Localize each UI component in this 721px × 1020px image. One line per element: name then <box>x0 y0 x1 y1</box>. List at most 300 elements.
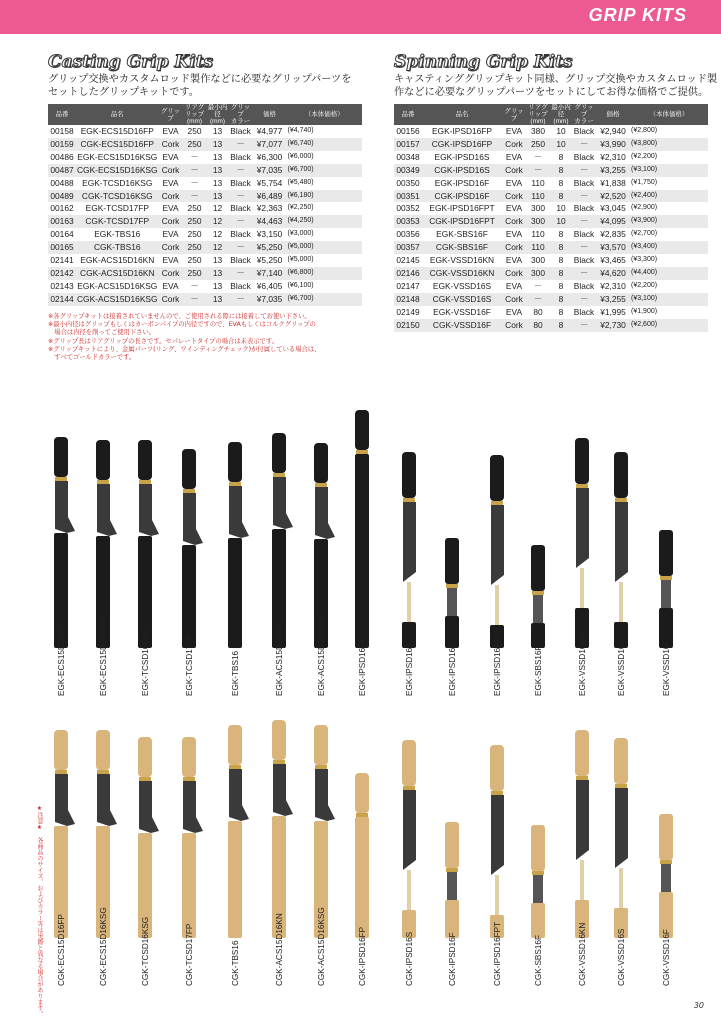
col-name: 品名 <box>110 111 124 118</box>
cell-color: Black <box>230 229 251 240</box>
eva-grip-7-ring <box>356 450 368 454</box>
cell-code: 00488 <box>50 177 74 188</box>
cell-price: ¥4,463 <box>256 216 283 227</box>
col-code: 品番 <box>55 111 69 118</box>
cell-rear: － <box>190 293 199 304</box>
eva-grip-5-seat <box>273 477 293 529</box>
eva-label-3: EGK-TCSD17FP <box>185 634 194 696</box>
cell-rear: 250 <box>187 126 202 136</box>
eva-grip-8-ring <box>403 498 415 502</box>
cell-min: 13 <box>212 190 223 201</box>
cell-name: EGK-TCSD17FP <box>85 203 149 214</box>
cell-min: 13 <box>212 280 223 291</box>
cell-code: 00353 <box>396 216 420 227</box>
cork-grip-2-ring <box>139 777 151 781</box>
cell-min: 8 <box>558 190 564 201</box>
cell-name: EGK-VSSD16KN <box>429 255 495 266</box>
cork-label-14: CGK-VSSD16F <box>662 929 671 986</box>
cell-price-note: (¥6,180) <box>287 191 314 199</box>
cork-label-13: CGK-VSSD16S <box>617 928 626 986</box>
note-line: 場合は内径を削ってご使用下さい。 <box>48 329 156 337</box>
cell-name: CGK-ACS15D16KN <box>80 267 155 278</box>
col-rear: リアグリップ (mm) <box>528 104 548 125</box>
eva-grip-12-ring <box>576 484 588 488</box>
eva-label-4: EGK-TBS16 <box>231 650 240 696</box>
cell-name: CGK-TBS16 <box>93 242 141 253</box>
eva-grip-10-ring <box>491 501 503 505</box>
cell-price-note: (¥2,200) <box>631 152 658 160</box>
cell-grip: Cork <box>161 216 180 227</box>
cork-label-8: CGK-IPSD16S <box>405 931 414 986</box>
col-min: 最小内径 (mm) <box>207 104 228 125</box>
cell-min: 13 <box>212 126 223 136</box>
eva-grip-10-seat <box>491 505 504 585</box>
cell-min: 13 <box>212 293 223 304</box>
cell-grip: Cork <box>161 138 180 149</box>
eva-grip-4 <box>228 442 242 482</box>
cell-name: CGK-ACS15D16KSG <box>77 293 158 304</box>
cell-name: CGK-IPSD16FPT <box>429 216 495 227</box>
col-price: 価格 <box>606 111 620 118</box>
cell-min: 10 <box>556 126 566 136</box>
cell-price: ¥7,140 <box>256 267 283 278</box>
cell-color: Black <box>573 255 595 266</box>
eva-grip-7 <box>355 410 369 450</box>
cell-grip: EVA <box>162 203 179 214</box>
cell-rear: 110 <box>531 229 545 240</box>
cell-min: 13 <box>212 138 223 149</box>
cork-grip-3-rear <box>182 833 196 938</box>
cork-label-3: CGK-TCSD17FP <box>185 923 194 986</box>
cork-label-11: CGK-SBS16F <box>534 935 543 986</box>
cork-label-0: CGK-ECS15D16FP <box>57 914 66 986</box>
eva-grip-3 <box>182 449 196 489</box>
eva-grip-8-blank <box>407 582 411 622</box>
eva-grip-4-rear <box>228 538 242 648</box>
cell-name: CGK-IPSD16S <box>434 164 490 175</box>
eva-grip-10 <box>490 455 504 501</box>
cell-price: ¥7,077 <box>256 138 283 149</box>
cell-price: ¥4,620 <box>600 267 626 278</box>
cell-code: 02147 <box>396 280 420 291</box>
eva-grip-0-seat <box>55 481 75 533</box>
cell-rear: 80 <box>533 319 543 330</box>
cell-rear: 250 <box>187 255 202 266</box>
cell-grip: Cork <box>505 164 523 175</box>
eva-grip-5-ring <box>273 473 285 477</box>
cell-color: － <box>579 267 589 278</box>
eva-grip-11-ring <box>532 591 544 595</box>
eva-grip-11-seat <box>533 595 543 623</box>
cell-min: 13 <box>212 177 223 188</box>
cell-name: CGK-VSSD16KN <box>429 267 495 278</box>
cell-code: 00487 <box>50 164 74 175</box>
col-name: 品名 <box>455 111 469 118</box>
cell-name: EGK-SBS16F <box>436 229 488 240</box>
cell-price: ¥2,310 <box>600 151 626 162</box>
cork-grip-8 <box>402 740 416 786</box>
cell-grip: Cork <box>161 164 180 175</box>
page-number: 30 <box>693 1001 704 1010</box>
cork-grip-11-seat <box>533 875 543 903</box>
cell-name: CGK-ECS15D16KSG <box>77 164 158 175</box>
cork-grip-4-seat <box>229 769 249 821</box>
eva-grip-1 <box>96 440 110 480</box>
cell-grip: Cork <box>505 293 523 304</box>
cork-grip-1 <box>96 730 110 770</box>
cell-rear: 110 <box>531 177 545 188</box>
cell-grip: Cork <box>161 293 180 304</box>
cell-min: 12 <box>212 216 223 227</box>
cell-code: 00351 <box>396 190 420 201</box>
cell-min: 12 <box>212 242 223 253</box>
eva-label-10: EGK-IPSD16FPT <box>493 632 502 696</box>
cell-rear: － <box>190 151 199 162</box>
cell-color: Black <box>230 280 251 291</box>
cork-grip-9-rear <box>445 900 459 938</box>
cork-grip-13-blank <box>619 868 623 908</box>
cork-grip-9 <box>445 822 459 868</box>
cell-color: － <box>236 293 245 304</box>
note-line: ※各グリップキットは接着されていませんので、ご使用される際には接着してお使い下さい。 <box>48 313 311 320</box>
cell-color: Black <box>573 306 595 317</box>
cork-grip-4 <box>228 725 242 765</box>
eva-grip-0 <box>54 437 68 477</box>
cell-name: EGK-IPSD16F <box>434 177 490 188</box>
eva-grip-9-seat <box>447 588 457 616</box>
cell-price: ¥2,310 <box>600 280 626 291</box>
cork-grip-0-ring <box>55 770 67 774</box>
cell-name: CGK-VSSD16S <box>432 293 492 304</box>
cork-grip-3-seat <box>183 781 203 833</box>
cell-price: ¥5,754 <box>256 177 283 188</box>
eva-grip-0-ring <box>55 477 67 481</box>
cell-rear: － <box>190 177 199 188</box>
cork-grip-11-rear <box>531 903 545 938</box>
cell-color: － <box>236 138 245 149</box>
cork-label-4: CGK-TBS16 <box>231 940 240 986</box>
cell-code: 02149 <box>396 306 420 317</box>
cork-grip-7 <box>355 773 369 813</box>
cell-min: 10 <box>556 216 566 227</box>
eva-label-1: EGK-ECS15D16KSG <box>99 617 108 696</box>
cell-rear: － <box>533 293 543 304</box>
cell-name: EGK-ECS15D16KSG <box>77 151 158 162</box>
eva-grip-13-seat <box>615 502 628 582</box>
cell-name: EGK-IPSD16FPT <box>429 203 495 214</box>
cell-min: 8 <box>558 177 564 188</box>
cork-grip-1-seat <box>97 774 117 826</box>
cell-price-note: (¥1,900) <box>631 307 658 315</box>
cell-grip: EVA <box>162 151 179 162</box>
cork-grip-1-ring <box>97 770 109 774</box>
cell-price-note: (¥2,400) <box>631 191 658 199</box>
cell-color: － <box>579 164 589 175</box>
cork-grip-12-seat <box>576 780 589 860</box>
cell-code: 00159 <box>50 138 74 149</box>
cell-min: 8 <box>558 306 564 317</box>
cork-grip-12-blank <box>580 860 584 900</box>
cell-grip: EVA <box>505 177 523 188</box>
cell-price: ¥2,940 <box>600 126 626 136</box>
cork-grip-9-ring <box>446 868 458 872</box>
cork-grip-13 <box>614 738 628 784</box>
cell-color: Black <box>573 229 595 240</box>
casting-desc-line: セットしたグリップキットです。 <box>48 87 199 98</box>
cell-min: 8 <box>558 151 564 162</box>
cell-grip: EVA <box>162 229 179 240</box>
cell-min: 10 <box>556 203 566 214</box>
cork-grip-12 <box>575 730 589 776</box>
eva-grip-6-ring <box>315 483 327 487</box>
cell-price-note: (¥6,740) <box>287 139 314 147</box>
cell-code: 00489 <box>50 190 74 201</box>
spinning-desc-line: キャスティンググリップキット同様、グリップ交換やカスタムロッド製 <box>394 74 718 85</box>
cork-label-6: CGK-ACS15D16KSG <box>317 907 326 986</box>
cell-color: Black <box>230 126 251 136</box>
cell-rear: 250 <box>187 138 202 149</box>
col-price: 価格 <box>263 111 277 118</box>
cell-min: 8 <box>558 280 564 291</box>
cell-price-note: (¥3,400) <box>631 243 658 251</box>
note-line: ※グリップ長はリアグリップの長さです。セパレートタイプの場合は未表示です。 <box>48 337 278 345</box>
col-code: 品番 <box>401 111 415 118</box>
cell-min: 8 <box>558 164 564 175</box>
spinning-title: Spinning Grip Kits <box>394 52 573 72</box>
cell-name: EGK-ACS15D16KSG <box>77 280 158 291</box>
cell-name: CGK-VSSD16F <box>432 319 492 330</box>
eva-grip-2 <box>138 440 152 480</box>
cell-price-note: (¥1,750) <box>631 178 658 186</box>
cell-rear: 250 <box>187 267 202 278</box>
eva-label-8: EGK-IPSD16S <box>405 642 414 696</box>
cell-price: ¥3,990 <box>600 138 626 149</box>
cell-code: 00158 <box>50 126 74 136</box>
cell-rear: 300 <box>531 203 545 214</box>
cell-code: 00162 <box>50 203 74 214</box>
eva-grip-6-seat <box>315 487 335 539</box>
cell-grip: Cork <box>505 216 523 227</box>
cell-price-note: (¥4,400) <box>631 268 658 276</box>
cell-name: EGK-VSSD16S <box>432 280 492 291</box>
cell-code: 00164 <box>50 229 74 240</box>
cell-code: 00352 <box>396 203 420 214</box>
cell-min: 12 <box>212 229 223 240</box>
cell-min: 8 <box>558 293 564 304</box>
cell-code: 00486 <box>50 151 74 162</box>
cell-color: － <box>236 267 245 278</box>
cell-color: Black <box>230 177 251 188</box>
cell-grip: Cork <box>505 267 523 278</box>
cell-price: ¥2,520 <box>600 190 626 201</box>
cork-grip-6-ring <box>315 765 327 769</box>
cell-rear: 300 <box>531 267 545 278</box>
cell-price-note: (¥2,700) <box>631 230 658 238</box>
cell-rear: － <box>533 280 543 291</box>
cork-grip-11-ring <box>532 871 544 875</box>
eva-grip-1-seat <box>97 484 117 536</box>
cork-grip-7-ring <box>356 813 368 817</box>
page-title: GRIP KITS <box>588 5 687 25</box>
eva-label-12: EGK-VSSD16KN <box>578 633 587 696</box>
cell-rear: 300 <box>531 255 545 266</box>
cell-name: CGK-TCSD16KSG <box>81 190 153 201</box>
cell-color: Black <box>573 203 595 214</box>
cork-grip-6-seat <box>315 769 335 821</box>
cork-grip-10-ring <box>491 791 503 795</box>
cell-price: ¥3,255 <box>600 293 626 304</box>
col-color: グリップ カラー <box>230 104 251 125</box>
cell-price: ¥6,489 <box>256 190 283 201</box>
eva-grip-9 <box>445 538 459 584</box>
cell-rear: 250 <box>531 138 545 149</box>
cell-name: CGK-IPSD16F <box>434 190 490 201</box>
cell-price: ¥6,300 <box>256 151 283 162</box>
cell-color: Black <box>230 203 251 214</box>
cell-rear: 110 <box>531 242 545 253</box>
cell-min: 8 <box>558 242 564 253</box>
cell-rear: － <box>190 280 199 291</box>
casting-desc-line: グリップ交換やカスタムロッド製作などに必要なグリップパーツを <box>48 74 352 85</box>
cell-color: － <box>579 190 589 201</box>
cork-grip-9-seat <box>447 872 457 900</box>
cell-price-note: (¥6,700) <box>287 165 314 173</box>
cell-color: － <box>236 164 245 175</box>
cell-price: ¥6,405 <box>256 280 283 291</box>
cell-price: ¥3,045 <box>600 203 626 214</box>
cell-code: 00165 <box>50 242 74 253</box>
cell-name: EGK-VSSD16F <box>433 306 491 317</box>
cell-min: 10 <box>556 138 566 149</box>
cell-rear: 250 <box>187 242 202 253</box>
cork-grip-0-seat <box>55 774 75 826</box>
eva-grip-1-ring <box>97 480 109 484</box>
note-line: すべてゴールドカラーです。 <box>48 354 136 362</box>
cell-grip: EVA <box>505 306 523 317</box>
cell-price-note: (¥2,200) <box>631 281 658 289</box>
cell-price: ¥3,570 <box>600 242 626 253</box>
cell-price: ¥3,150 <box>256 229 283 240</box>
cell-price: ¥4,977 <box>256 126 283 136</box>
cell-grip: EVA <box>505 229 523 240</box>
casting-title: Casting Grip Kits <box>48 52 213 72</box>
cell-price-note: (¥5,480) <box>287 178 314 186</box>
eva-label-14: EGK-VSSD16F <box>662 639 671 696</box>
cell-code: 00356 <box>396 229 420 240</box>
cork-grip-6 <box>314 725 328 765</box>
col-rear: リアグリップ (mm) <box>184 104 205 125</box>
cell-name: EGK-ACS15D16KN <box>80 255 155 266</box>
cell-code: 02141 <box>50 255 74 266</box>
eva-grip-14-seat <box>661 580 671 608</box>
cork-grip-10 <box>490 745 504 791</box>
cell-code: 00163 <box>50 216 74 227</box>
cell-name: CGK-ECS15D16FP <box>80 138 155 149</box>
cork-grip-14-ring <box>660 860 672 864</box>
cell-price: ¥1,995 <box>600 306 626 317</box>
cell-color: Black <box>573 126 595 136</box>
cell-price-note: (¥5,000) <box>287 243 314 251</box>
cork-label-2: CGK-TCSD16KSG <box>141 916 150 986</box>
eva-label-5: EGK-ACS15D16KN <box>275 623 284 696</box>
cork-grip-0 <box>54 730 68 770</box>
cell-price-note: (¥4,740) <box>287 127 314 134</box>
cork-grip-12-ring <box>576 776 588 780</box>
cork-grip-3-ring <box>183 777 195 781</box>
cork-grip-2-seat <box>139 781 159 833</box>
cell-color: － <box>236 190 245 201</box>
cell-grip: EVA <box>162 126 179 136</box>
cell-grip: Cork <box>161 190 180 201</box>
cell-grip: EVA <box>162 255 179 266</box>
cell-grip: Cork <box>161 242 180 253</box>
cell-rear: 380 <box>531 126 545 136</box>
eva-grip-13-blank <box>619 582 623 622</box>
cell-grip: Cork <box>505 319 523 330</box>
cell-name: CGK-IPSD16FP <box>431 138 493 149</box>
cell-code: 02144 <box>50 293 74 304</box>
eva-label-0: EGK-ECS15D16FP <box>57 624 66 696</box>
note-line: ※グリップキットにより、金属パーツ(リング、ワインディングチェック)が付属している場合は、 <box>48 345 321 353</box>
eva-grip-4-ring <box>229 482 241 486</box>
cell-rear: － <box>533 164 543 175</box>
cell-code: 00357 <box>396 242 420 253</box>
cork-grip-3 <box>182 737 196 777</box>
cell-color: － <box>579 138 589 149</box>
cell-min: 12 <box>212 203 223 214</box>
cell-min: 13 <box>212 164 223 175</box>
cell-min: 13 <box>212 267 223 278</box>
cell-code: 02150 <box>396 319 420 330</box>
cell-color: － <box>579 293 589 304</box>
cell-price: ¥5,250 <box>256 255 283 266</box>
cell-name: CGK-SBS16F <box>435 242 489 253</box>
cell-price-note: (¥5,000) <box>287 256 314 264</box>
eva-grip-12-seat <box>576 488 589 568</box>
cell-price: ¥2,730 <box>600 319 626 330</box>
cell-color: Black <box>573 177 595 188</box>
cell-code: 00349 <box>396 164 420 175</box>
cell-grip: EVA <box>505 280 523 291</box>
cork-grip-13-seat <box>615 788 628 868</box>
cork-grip-10-blank <box>495 875 499 915</box>
eva-grip-14 <box>659 530 673 576</box>
cork-label-10: CGK-IPSD16FPT <box>493 921 502 986</box>
cell-price: ¥3,255 <box>600 164 626 175</box>
cell-code: 02146 <box>396 267 420 278</box>
cell-min: 8 <box>558 255 564 266</box>
col-price-note: （本体価格） <box>304 111 344 118</box>
cork-grip-2 <box>138 737 152 777</box>
cell-min: 8 <box>558 267 564 278</box>
note-line: ※最小内径はグリップもしくはカーボンパイプの内径ですので、EVAもしくはコルクグリップの <box>48 321 316 329</box>
cell-price-note: (¥2,900) <box>631 204 658 212</box>
cell-rear: 80 <box>533 306 543 317</box>
cell-price-note: (¥3,900) <box>631 217 658 225</box>
cell-rear: 250 <box>187 229 202 240</box>
cell-min: 8 <box>558 229 564 240</box>
eva-grip-2-seat <box>139 484 159 536</box>
col-min: 最小内径 (mm) <box>551 104 571 125</box>
cell-code: 00156 <box>396 126 420 136</box>
eva-grip-6 <box>314 443 328 483</box>
cork-grip-4-rear <box>228 821 242 938</box>
cell-name: EGK-ECS15D16FP <box>80 126 154 136</box>
cork-grip-5-ring <box>273 760 285 764</box>
cell-color: － <box>579 216 589 227</box>
eva-grip-10-blank <box>495 585 499 625</box>
eva-grip-3-seat <box>183 493 203 545</box>
